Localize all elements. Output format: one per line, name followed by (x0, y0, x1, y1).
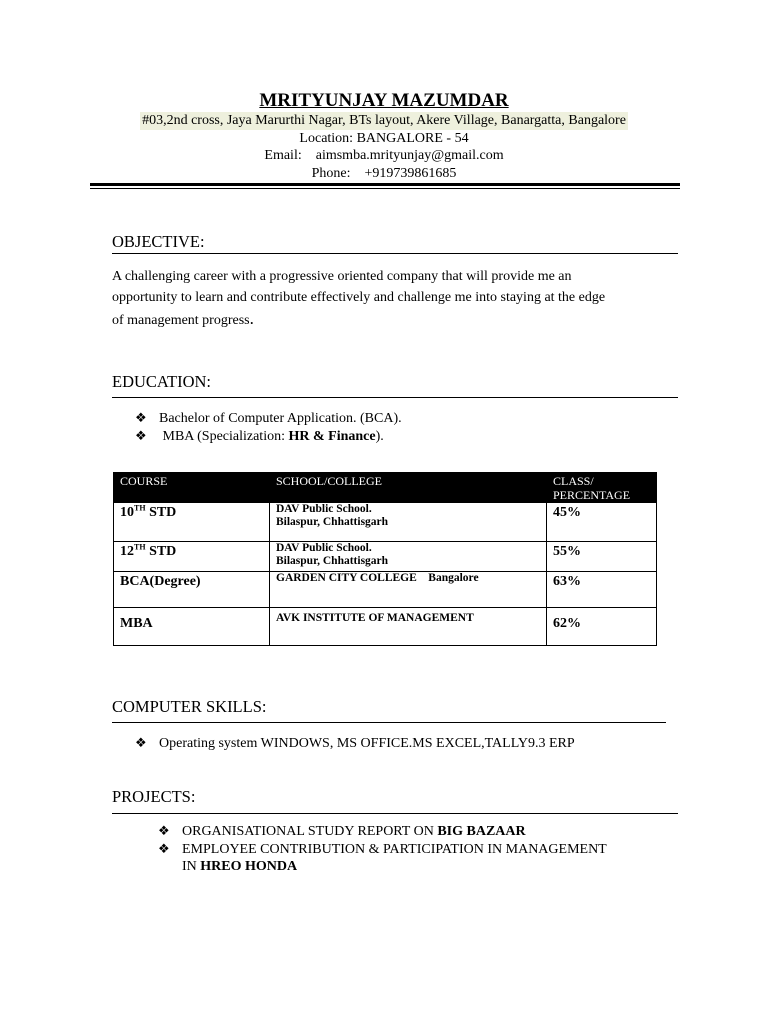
projects-heading: PROJECTS: (112, 787, 196, 806)
percentage-value: 63% (553, 574, 581, 589)
education-rule (112, 397, 678, 398)
phone-label: Phone: (311, 165, 351, 181)
candidate-name: MRITYUNJAY MAZUMDAR (259, 90, 509, 111)
objective-period: . (249, 309, 254, 328)
location: Location: BANGALORE - 54 (299, 130, 469, 146)
header-divider (90, 183, 680, 186)
address: #03,2nd cross, Jaya Marurthi Nagar, BTs layout, Akere Village, Banargatta, Bangalore (142, 113, 626, 128)
table-row: MBA AVK INSTITUTE OF MANAGEMENT 62% (114, 608, 657, 646)
objective-heading: OBJECTIVE: (112, 232, 205, 251)
diamond-bullet-icon: ❖ (158, 841, 170, 857)
table-row: BCA(Degree) GARDEN CITY COLLEGE Bangalore 63% (114, 572, 657, 608)
diamond-bullet-icon: ❖ (135, 428, 147, 444)
percentage-value: 45% (553, 505, 581, 520)
objective-rule (112, 253, 678, 254)
list-item: ❖ ORGANISATIONAL STUDY REPORT ON BIG BAZAAR (158, 824, 526, 839)
percentage-value: 62% (553, 616, 581, 631)
table-row: 10TH STD DAV Public School. Bilaspur, Chhattisgarh 45% (114, 503, 657, 542)
list-item: ❖ Operating system WINDOWS, MS OFFICE.MS EXCEL,TALLY9.3 ERP (135, 736, 575, 751)
objective-line: A challenging career with a progressive oriented company that will provide me an (112, 269, 572, 284)
diamond-bullet-icon: ❖ (158, 824, 170, 839)
header-divider-thin (90, 188, 680, 189)
objective-text (112, 266, 682, 331)
column-header-school: SCHOOL/COLLEGE (270, 473, 547, 503)
list-item: ❖ EMPLOYEE CONTRIBUTION & PARTICIPATION IN MANAGEMENT IN HREO HONDA (158, 841, 607, 874)
objective-line: opportunity to learn and contribute effectively and challenge me into staying at the edge (112, 290, 606, 305)
phone-value: +919739861685 (364, 165, 457, 181)
projects-bullets (158, 823, 607, 876)
projects-rule (112, 813, 678, 814)
education-heading: EDUCATION: (112, 372, 211, 391)
diamond-bullet-icon: ❖ (135, 736, 147, 751)
diamond-bullet-icon: ❖ (135, 411, 147, 426)
email-value: aimsmba.mrityunjay@gmail.com (315, 148, 504, 163)
list-item: ❖ Bachelor of Computer Application. (BCA). (135, 411, 402, 426)
column-header-percentage: CLASS/ PERCENTAGE (547, 473, 657, 503)
table-header-row (114, 473, 657, 503)
skills-bullets (135, 735, 575, 753)
percentage-value: 55% (553, 544, 581, 559)
education-table (113, 472, 657, 646)
list-item: ❖ MBA (Specialization: HR & Finance). (135, 428, 384, 444)
email-label: Email: (264, 148, 302, 163)
table-row: 12TH STD DAV Public School. Bilaspur, Chhattisgarh 55% (114, 542, 657, 572)
column-header-course: COURSE (114, 473, 270, 503)
education-bullets (135, 410, 402, 445)
objective-line: of management progress (112, 313, 250, 328)
skills-heading: COMPUTER SKILLS: (112, 697, 267, 716)
skills-rule (112, 722, 666, 723)
resume-header (0, 90, 768, 182)
